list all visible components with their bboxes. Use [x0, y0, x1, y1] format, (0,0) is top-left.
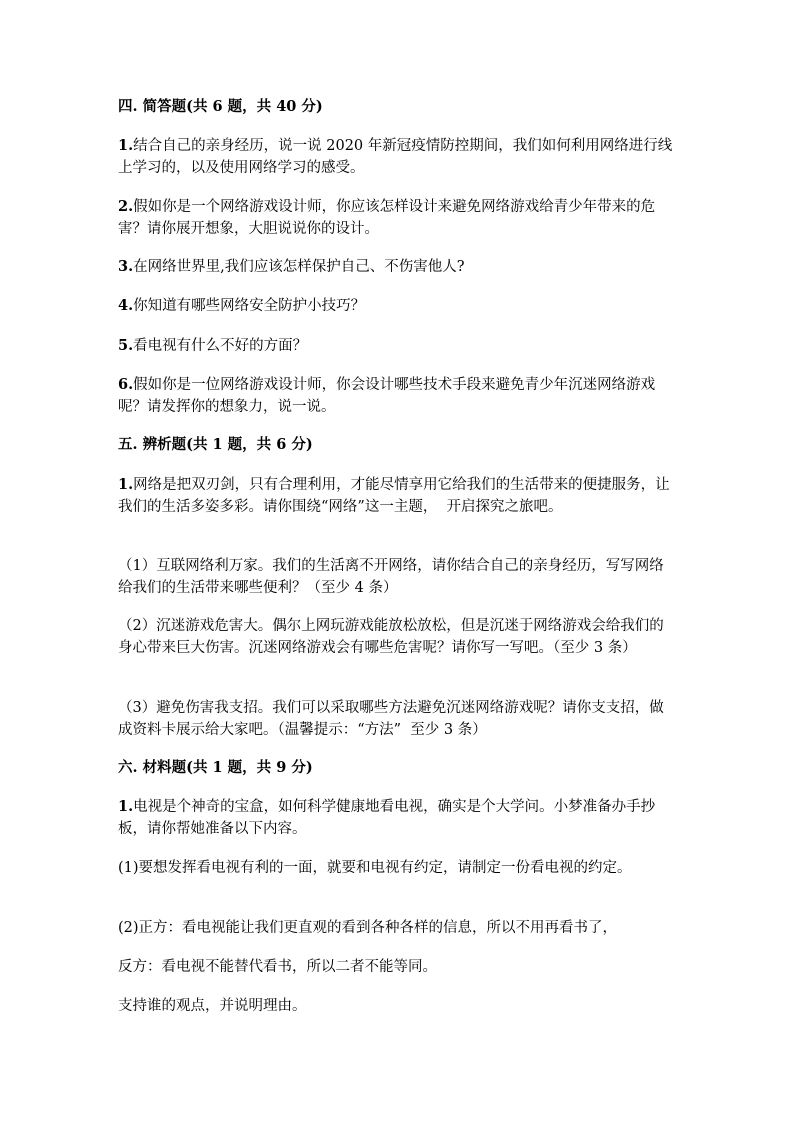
question-text: 假如你是一位网络游戏设计师，你会设计哪些技术手段来避免青少年沉迷网络游戏呢？请发挥你的想象力，说一说。 [118, 377, 656, 415]
question-4-5 [118, 335, 678, 357]
subitem-5-3: （3）避免伤害我支招。我们可以采取哪些方法避免沉迷网络游戏呢？请你支支招，做成资料卡展示给大家吧。（温馨提示：“方法” 至少 3 条） [118, 700, 664, 738]
subitem-6-4: 支持谁的观点，并说明理由。 [118, 998, 307, 1014]
question-number: 1. [118, 798, 134, 815]
question-number: 3. [118, 258, 134, 275]
question-text: 电视是个神奇的宝盒，如何科学健康地看电视，确实是个大学问。小梦准备办手抄板，请你帮她准备以下内容。 [118, 799, 656, 837]
question-text: 在网络世界里,我们应该怎样保护自己、不伤害他人? [133, 259, 465, 275]
question-number: 6. [118, 376, 134, 393]
question-number: 1. [118, 137, 134, 154]
question-text: 看电视有什么不好的方面？ [133, 338, 308, 354]
question-number: 1. [118, 476, 134, 493]
subitem-6-1: (1)要想发挥看电视有利的一面，就要和电视有约定，请制定一份看电视的约定。 [118, 860, 632, 876]
question-5-1 [118, 474, 678, 518]
question-text: 网络是把双刃剑，只有合理利用，才能尽情享用它给我们的生活带来的便捷服务，让我们的生活多姿多彩。请你围绕“网络”这一主题， 开启探究之旅吧。 [118, 477, 670, 515]
subitem-5-2: （2）沉迷游戏危害大。偶尔上网玩游戏能放松放松，但是沉迷于网络游戏会给我们的身心带来巨大伤害。沉迷网络游戏会有哪些危害呢？请你写一写吧。（至少 3 条） [118, 618, 664, 656]
question-text: 假如你是一个网络游戏设计师，你应该怎样设计来避免网络游戏给青少年带来的危害？请你展开想象，大胆说说你的设计。 [118, 199, 656, 237]
question-text: 结合自己的亲身经历，说一说 2020 年新冠疫情防控期间，我们如何利用网络进行线上学习的，以及使用网络学习的感受。 [118, 138, 673, 176]
subitem-5-1: （1）互联网络利万家。我们的生活离不开网络，请你结合自己的亲身经历，写写网络给我们的生活带来哪些便利？（至少 4 条） [118, 558, 664, 596]
question-4-4 [118, 295, 678, 317]
question-4-2 [118, 196, 678, 240]
question-4-3 [118, 256, 678, 278]
section-title-5: 五. 辨析题(共 1 题，共 6 分) [118, 436, 313, 453]
question-4-6 [118, 374, 678, 418]
question-number: 2. [118, 198, 134, 215]
subitem-6-2: (2)正方：看电视能让我们更直观的看到各种各样的信息，所以不用再看书了， [118, 920, 618, 936]
question-number: 4. [118, 297, 134, 314]
question-text: 你知道有哪些网络安全防护小技巧？ [133, 298, 366, 314]
section-title-6: 六. 材料题(共 1 题，共 9 分) [118, 759, 313, 776]
section-title-4: 四. 简答题(共 6 题，共 40 分) [118, 98, 323, 115]
question-4-1 [118, 135, 678, 179]
question-number: 5. [118, 337, 134, 354]
question-6-1 [118, 796, 678, 840]
subitem-6-3: 反方：看电视不能替代看书，所以二者不能等同。 [118, 959, 437, 975]
